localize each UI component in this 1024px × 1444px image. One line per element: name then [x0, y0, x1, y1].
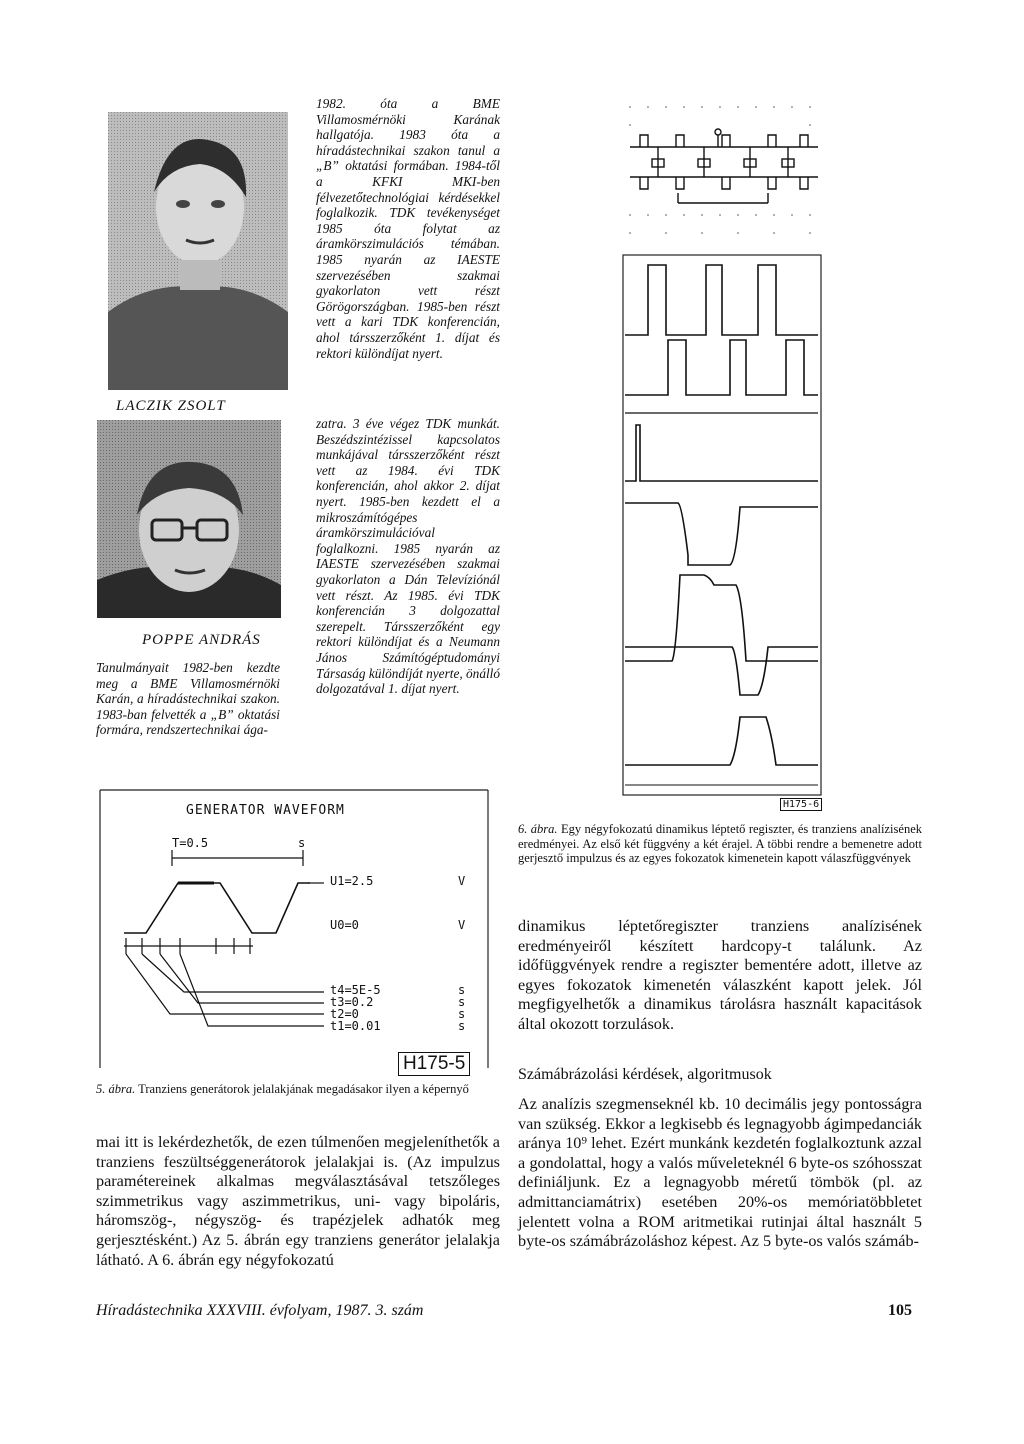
person2-name: POPPE ANDRÁS [142, 632, 261, 648]
figure5-t4-unit: s [458, 983, 466, 997]
figure5-t-label: T=0.5 [172, 836, 209, 850]
person1-name: LACZIK ZSOLT [116, 398, 226, 414]
figure5-u0-label: U0=0 [330, 918, 359, 932]
person2-bio-right: zatra. 3 éve végez TDK munkát. Beszédszintézissel kapcsolatos munkájával társszerzőként részt vett az 1984. évi TDK konferencián, ahol akkor 2. díjat nyert. 1985-ben kezdett el a mikroszámítógépes áramkörszimulációval foglalkozni. 1985 nyarán az IAESTE szervezésében szakmai gyakorlaton a Dán Televíziónál vett részt. Az 1985. évi TDK konferencián 3 dolgozattal szerepelt. Társszerzőként egy rektori különdíjat és a Neumann János Számítógéptudományi Társaság különdíját nyerte, önálló dolgozatával 1. díjat nyert. [316, 416, 500, 697]
figure5-t1-unit: s [458, 1019, 466, 1033]
figure5-u0-unit: V [458, 918, 466, 932]
footer-page-number: 105 [888, 1302, 912, 1319]
figure5-t-unit: s [298, 836, 306, 850]
portrait-photo-laczik [108, 112, 288, 390]
figure5-u1-unit: V [458, 874, 466, 888]
figure5-t4-label: t4=5E-5 [330, 983, 381, 997]
figure5-screen [98, 788, 498, 1072]
body-right-paragraph1: dinamikus léptetőregiszter tranziens analízisének eredményeiről készített hardcopy-t találunk. Az időfüggvények rendre a regiszter bementére adott, illetve az egyes fokozatok kimenetén válaszként kapott jelek. Jól megfigyelhetők a dinamikus tárolásra használt kapacitások által okozott torzulások. [518, 917, 922, 1033]
section-title: Számábrázolási kérdések, algoritmusok [518, 1066, 772, 1083]
figure5-t3-label: t3=0.2 [330, 995, 374, 1009]
figure5-title: GENERATOR WAVEFORM [186, 803, 345, 818]
figure6-graphic [618, 95, 828, 810]
person1-bio: 1982. óta a BME Villamosmérnöki Karának hallgatója. 1983 óta a híradástechnikai szakon tanul a „B” oktatási formában. 1984-től a KFKI MKI-ben félvezetőtechnológiai kérdésekkel foglalkozik. TDK tevékenységet 1985 óta folytat az áramkörszimulációs témában. 1985 nyarán az IAESTE szervezésében szakmai gyakorlaton vett részt Görögországban. 1985-ben részt vett a kari TDK konferencián, ahol társszerzőként 1. díjat és rektori különdíjat nyert. [316, 96, 500, 361]
body-left-paragraph: mai itt is lekérdezhetők, de ezen túlmenően megjeleníthetők a tranziens feszültséggenerátorok jelalakjai is. (Az impulzus paramétereinek alkalmas megválasztásával tetszőleges szimmetrikus vagy aszimmetrikus, uni- vagy bipoláris, háromszög-, négyszög- és trapézjelek adhatók meg gerjesztésként.) Az 5. ábrán egy tranziens generátor jelalakja látható. A 6. ábrán egy négyfokozatú [96, 1133, 500, 1269]
figure5-u1-label: U1=2.5 [330, 874, 374, 888]
figure6-caption: 6. ábra. Egy négyfokozatú dinamikus léptető regiszter, és tranziens analízisének eredményei. Az első két függvény a két érajel. A többi rendre a bemenetre adott gerjesztő impulzus és az egyes fokozatok kimenetein kapott válaszfüggvények [518, 822, 922, 865]
figure6-code: H175-6 [780, 798, 822, 811]
figure5-code: H175-5 [398, 1052, 470, 1076]
body-right-paragraph2: Az analízis szegmenseknél kb. 10 decimális jegy pontosságra van szükség. Ekkor a legkisebb és legnagyobb ágimpedanciák aránya 10⁹ lehet. Ezért munkánk kezdetén foglalkoztunk azzal a gondolattal, hogy a valós műveleteknél 6 byte-os szóhosszat definiáljunk. Ez a legnagyobb méretű tömbök (pl. az admittanciamátrix) esetében 20%-os memóriatöbbletet jelentett volna a ROM aritmetikai rutinjai által használt 5 byte-os számábrázoláshoz képest. Az 5 byte-os valós számáb- [518, 1095, 922, 1251]
figure5-t2-unit: s [458, 1007, 466, 1021]
figure5-caption: 5. ábra. Tranziens generátorok jelalakjának megadásakor ilyen a képernyő [96, 1082, 469, 1096]
portrait-photo-poppe [97, 420, 281, 618]
figure5-t2-label: t2=0 [330, 1007, 359, 1021]
footer-journal: Híradástechnika XXXVIII. évfolyam, 1987. 3. szám [96, 1302, 424, 1319]
person2-bio-left: Tanulmányait 1982-ben kezdte meg a BME Villamosmérnöki Karán, a híradástechnikai szakon. 1983-ban felvették a „B” oktatási formára, rendszertechnikai ága- [96, 660, 280, 738]
figure5-t3-unit: s [458, 995, 466, 1009]
figure5-t1-label: t1=0.01 [330, 1019, 381, 1033]
